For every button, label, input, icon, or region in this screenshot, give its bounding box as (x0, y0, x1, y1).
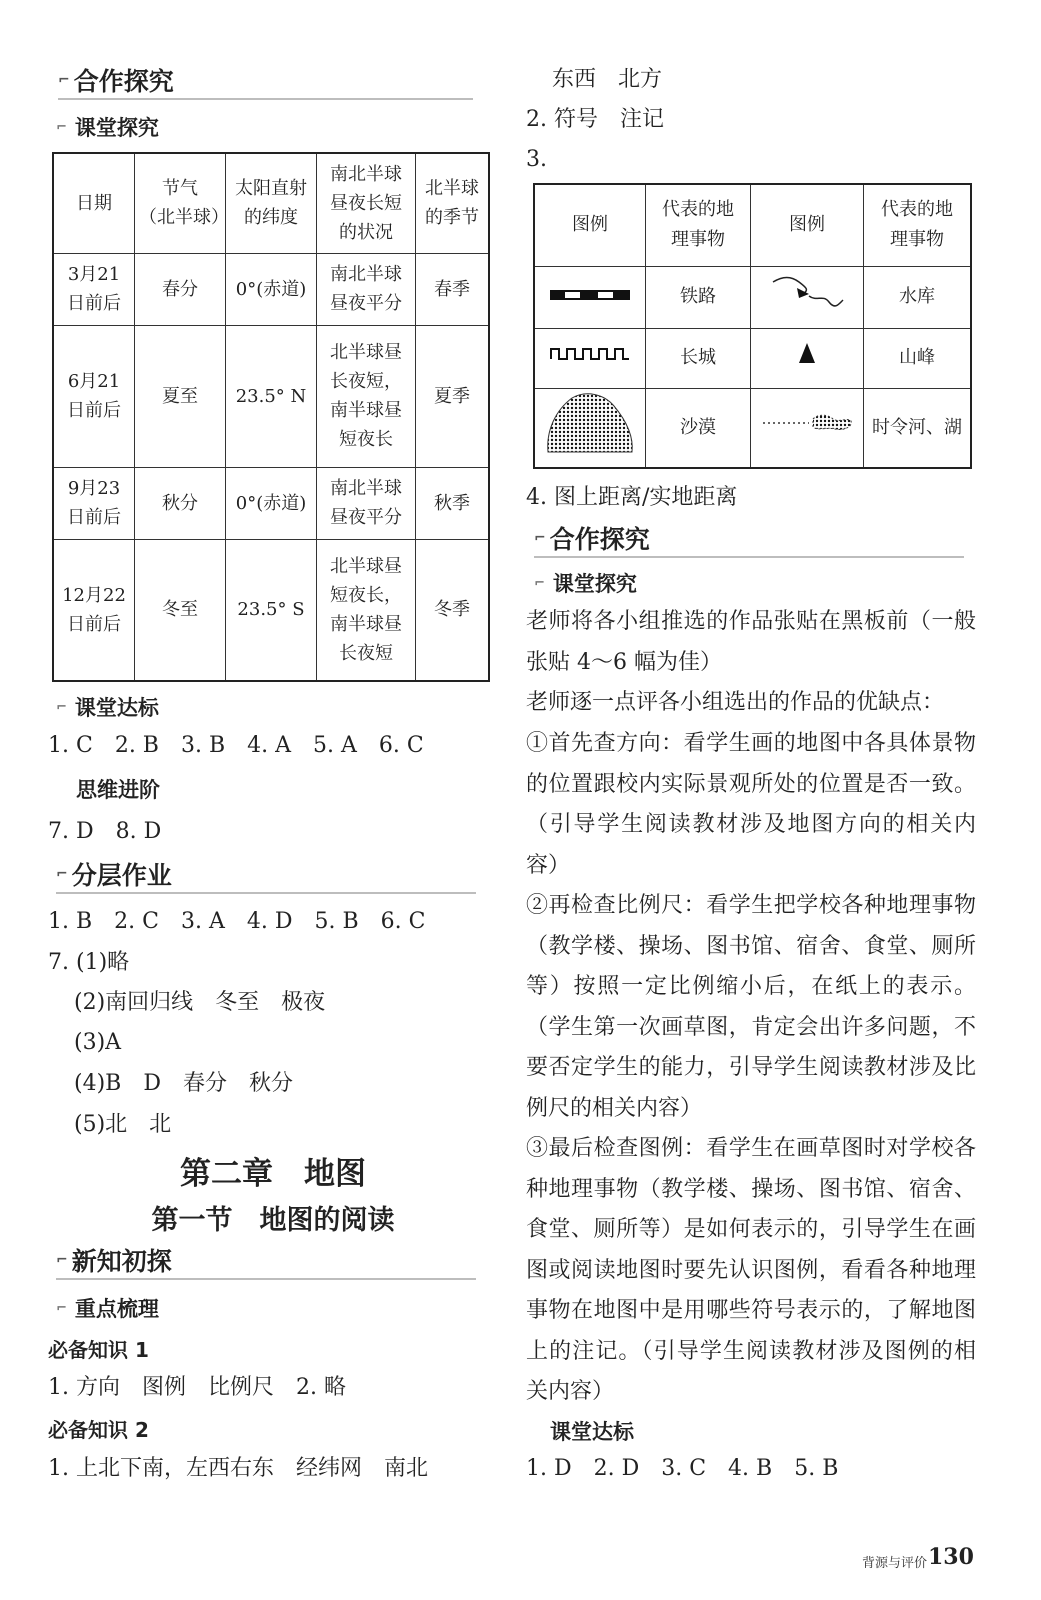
label-bibei-2: 必备知识 2 (48, 1418, 149, 1442)
answer-line: 1. D 2. D 3. C 4. B 5. B (526, 1456, 839, 1481)
subheading-text: 课堂达标 (74, 696, 159, 720)
cell-text: 春分 (162, 278, 198, 300)
header-cell (751, 184, 864, 266)
header-cell-text: 太阳直射 的纬度 (235, 178, 307, 229)
railway-symbol-icon (534, 266, 646, 328)
section-heading-fenceng (56, 856, 172, 892)
header-cell (317, 153, 416, 253)
table-cell (226, 253, 317, 325)
table-cell (416, 325, 490, 467)
header-cell (416, 153, 490, 253)
header-cell-text: 日期 (76, 192, 112, 214)
table-cell (135, 325, 226, 467)
cell-text: 时令河、湖 (872, 416, 962, 438)
heading-marker-icon: ⌐ (56, 1252, 68, 1268)
cell-text: 0°(赤道) (235, 492, 307, 514)
table-cell (646, 328, 751, 388)
table-cell (53, 253, 135, 325)
cell-text: 23.5° S (237, 599, 305, 621)
cell-text: 长城 (680, 347, 716, 368)
table-cell (53, 539, 135, 681)
subheading-ketang-tanjiu-2 (534, 568, 637, 598)
cell-text: 冬季 (434, 599, 470, 621)
cell-text: 秋季 (434, 492, 470, 514)
table-cell (864, 328, 972, 388)
great-wall-symbol-icon (534, 328, 646, 388)
subheading-marker-icon: ⌐ (534, 575, 545, 591)
answer-line: (4)B D 春分 秋分 (74, 1071, 293, 1096)
paragraph: 老师将各小组推选的作品张贴在黑板前（一般张贴 4～6 幅为佳） (526, 609, 976, 675)
table-cell (226, 325, 317, 467)
table-cell (317, 325, 416, 467)
cell-text: 春季 (434, 278, 470, 300)
table-cell (317, 467, 416, 539)
paragraph: ①首先查方向：看学生画的地图中各具体景物的位置跟校内实际景观所处的位置是否一致。（引导学生阅读教材涉及地图方向的相关内容） (526, 731, 976, 878)
subheading-ketang-dabiao-2: 课堂达标 (550, 1420, 634, 1444)
subheading-text: 重点梳理 (74, 1297, 159, 1321)
answer-line: (5)北 北 (74, 1112, 172, 1137)
cell-text: 9月23 日前后 (67, 478, 121, 528)
table-row (534, 266, 971, 328)
section-title: 第一节 地图的阅读 (151, 1205, 395, 1236)
header-cell (534, 184, 646, 266)
chapter-title: 第二章 地图 (180, 1156, 366, 1192)
seasonal-river-lake-symbol-icon (751, 388, 864, 468)
header-cell-text: 节气 （北半球） (139, 178, 229, 229)
table-cell (317, 253, 416, 325)
cell-text: 0°(赤道) (235, 278, 307, 300)
table-cell (416, 539, 490, 681)
heading-text: 分层作业 (71, 861, 172, 890)
header-cell-text: 图例 (789, 214, 825, 236)
page-number: 130 (928, 1544, 974, 1570)
table-cell (135, 253, 226, 325)
cell-text: 3月21 日前后 (67, 264, 121, 314)
header-cell-text: 代表的地 理事物 (881, 199, 953, 251)
desert-symbol-icon (534, 388, 646, 468)
heading-rule (56, 892, 476, 894)
answer-line: 7. D 8. D (48, 819, 162, 844)
table-row (53, 253, 489, 325)
header-cell (864, 184, 972, 266)
paragraph: ③最后检查图例：看学生在画草图时对学校各种地理事物（教学楼、操场、图书馆、宿舍、食堂、厕所等）是如何表示的，引导学生在画图或阅读地图时要先认识图例，看看各种地理事物在地图中是用哪些符号表示的，了解地图上的注记。（引导学生阅读教材涉及图例的相关内容） (526, 1136, 976, 1404)
heading-marker-icon: ⌐ (534, 530, 546, 546)
paragraph: ②再检查比例尺：看学生把学校各种地理事物（教学楼、操场、图书馆、宿舍、食堂、厕所等）按照一定比例缩小后，在纸上的表示。（学生第一次画草图，肯定会出许多问题，不要否定学生的能力，引导学生阅读教材涉及比例尺的相关内容） (526, 893, 976, 1121)
cell-text: 沙漠 (680, 416, 716, 438)
cell-text: 6月21 日前后 (67, 371, 121, 421)
answer-line: 1. C 2. B 3. B 4. A 5. A 6. C (48, 733, 424, 758)
table-cell (864, 388, 972, 468)
subheading-text: 课堂探究 (74, 116, 159, 140)
heading-rule (58, 98, 473, 100)
cell-text: 水库 (899, 286, 935, 307)
cell-text: 12月22 日前后 (62, 584, 126, 635)
subheading-marker-icon: ⌐ (56, 699, 67, 715)
answer-line: 1. 方向 图例 比例尺 2. 略 (48, 1375, 346, 1400)
heading-rule (534, 556, 964, 558)
header-cell (226, 153, 317, 253)
heading-text: 合作探究 (549, 525, 650, 554)
header-cell (135, 153, 229, 253)
cell-text: 铁路 (680, 286, 716, 307)
section-heading-hezuo-2 (534, 520, 650, 556)
paragraph: 老师逐一点评各小组选出的作品的优缺点： (526, 690, 945, 715)
table-cell (416, 467, 490, 539)
cell-text: 北半球昼 长夜短， 南半球昼 短夜长 (330, 342, 402, 450)
table-header-row (53, 153, 489, 253)
answer-line: 3. (526, 147, 547, 172)
header-cell (646, 184, 751, 266)
answer-line: 2. 符号 注记 (526, 107, 664, 132)
peak-symbol-icon (751, 328, 864, 388)
footer-label: 背源与评价 (862, 1556, 928, 1571)
cell-text: 南北半球 昼夜平分 (330, 264, 402, 314)
table-row (534, 328, 971, 388)
cell-text: 秋分 (162, 492, 198, 514)
cell-text: 山峰 (899, 347, 935, 368)
cell-text: 23.5° N (235, 385, 307, 407)
solar-terms-table (52, 152, 490, 682)
answer-line: 东西 北方 (552, 67, 663, 92)
table-cell (317, 539, 416, 681)
section-heading-xinzhi (56, 1242, 172, 1278)
table-row (53, 467, 489, 539)
section-heading-hezuo-1 (58, 62, 174, 98)
cell-text: 南北半球 昼夜平分 (330, 478, 402, 528)
table-cell (226, 539, 317, 681)
table-cell (864, 266, 972, 328)
table-cell (53, 325, 135, 467)
cell-text: 冬至 (162, 599, 198, 621)
header-cell-text: 图例 (572, 214, 608, 236)
table-cell (226, 467, 317, 539)
answer-line: 1. 上北下南，左西右东 经纬网 南北 (48, 1456, 428, 1481)
table-header-row (534, 184, 971, 266)
subheading-text: 课堂探究 (552, 572, 637, 596)
map-legend-table (533, 183, 972, 469)
subheading-zhongdian (56, 1293, 159, 1323)
cell-text: 夏至 (162, 385, 198, 407)
table-row (534, 388, 971, 468)
subheading-marker-icon: ⌐ (56, 1300, 67, 1316)
subheading-siwei: 思维进阶 (76, 778, 160, 802)
header-cell (53, 153, 135, 253)
cell-text: 夏季 (434, 385, 470, 407)
table-cell (646, 266, 751, 328)
header-cell-text: 北半球 的季节 (425, 178, 479, 229)
header-cell-text: 代表的地 理事物 (662, 199, 734, 251)
answer-line: (2)南回归线 冬至 极夜 (74, 990, 326, 1015)
reservoir-symbol-icon (751, 266, 864, 328)
answer-line: 4. 图上距离/实地距离 (526, 485, 738, 510)
header-cell-text: 南北半球 昼夜长短 的状况 (330, 163, 402, 243)
heading-marker-icon: ⌐ (58, 72, 70, 88)
table-cell (135, 539, 226, 681)
subheading-ketang-tanjiu-1 (56, 112, 159, 142)
heading-marker-icon: ⌐ (56, 866, 68, 882)
heading-rule (56, 1278, 476, 1280)
subheading-marker-icon: ⌐ (56, 119, 67, 135)
table-cell (53, 467, 135, 539)
heading-text: 合作探究 (73, 67, 174, 96)
answer-line: 7. (1)略 (48, 950, 130, 975)
label-bibei-1: 必备知识 1 (48, 1338, 149, 1362)
heading-text: 新知初探 (71, 1247, 172, 1276)
table-cell (135, 467, 226, 539)
answer-line: 1. B 2. C 3. A 4. D 5. B 6. C (48, 909, 426, 934)
table-row (53, 539, 489, 681)
answer-line: (3)A (74, 1030, 122, 1055)
table-row (53, 325, 489, 467)
subheading-ketang-dabiao-1 (56, 692, 159, 722)
cell-text: 北半球昼 短夜长， 南半球昼 长夜短 (330, 555, 402, 664)
table-cell (416, 253, 490, 325)
table-cell (646, 388, 751, 468)
